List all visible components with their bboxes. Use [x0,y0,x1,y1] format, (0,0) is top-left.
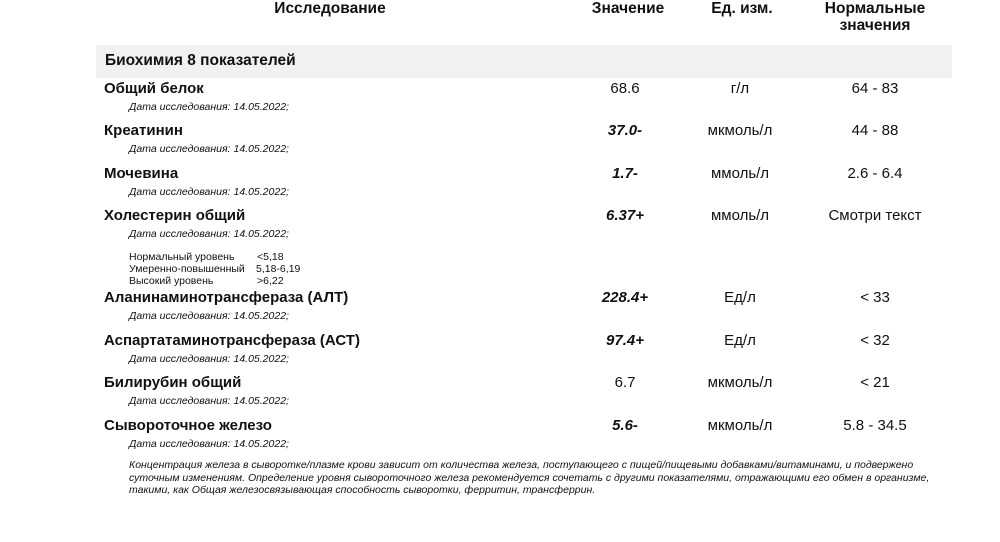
test-name: Сывороточное железо [104,417,272,434]
level-label: Умеренно-повышенный [129,263,245,275]
test-norm: 2.6 - 6.4 [847,165,903,182]
date-value: 14.05.2022; [233,395,289,407]
column-header-test: Исследование [274,0,386,17]
result-row [0,122,1000,162]
date-value: 14.05.2022; [233,438,289,450]
section-title: Биохимия 8 показателей [105,52,296,69]
date-value: 14.05.2022; [233,228,289,240]
level-range: 5,18-6,19 [256,263,301,275]
column-header-norm [800,0,950,34]
date-label: Дата исследования: [129,310,231,322]
test-date [129,186,289,198]
date-value: 14.05.2022; [233,353,289,365]
test-norm: 5.8 - 34.5 [843,417,907,434]
test-unit: ммоль/л [710,207,770,224]
result-row [0,374,1000,414]
date-value: 14.05.2022; [233,310,289,322]
test-name: Аспартатаминотрансфераза (АСТ) [104,332,360,349]
test-value: 68.6 [610,80,640,97]
test-name: Креатинин [104,122,183,139]
test-value: 6.7 [614,374,636,391]
result-row [0,417,1000,457]
column-header-norm-line1: Нормальные [824,0,926,17]
test-norm: < 21 [860,374,890,391]
level-range: <5,18 [257,251,284,263]
cholesterol-levels [129,251,300,287]
test-date [129,228,289,240]
test-unit: мкмоль/л [707,417,773,434]
test-value: 6.37+ [606,207,644,224]
column-header-value: Значение [591,0,665,17]
test-norm: < 33 [860,289,890,306]
cholesterol-level [129,251,300,263]
column-header-norm-line2: значения [839,17,911,34]
date-label: Дата исследования: [129,438,231,450]
level-range: >6,22 [257,275,284,287]
result-row [0,332,1000,372]
test-value: 5.6- [612,417,638,434]
result-row [0,207,1000,247]
test-name: Аланинаминотрансфераза (АЛТ) [104,289,349,306]
test-date [129,101,289,113]
test-norm: 44 - 88 [851,122,899,139]
test-date [129,395,289,407]
date-label: Дата исследования: [129,353,231,365]
test-unit: Ед/л [724,289,756,306]
date-label: Дата исследования: [129,395,231,407]
test-date [129,310,289,322]
date-value: 14.05.2022; [233,143,289,155]
test-date [129,438,289,450]
test-unit: мкмоль/л [707,374,773,391]
test-unit: ммоль/л [710,165,770,182]
test-value: 37.0- [607,122,643,139]
date-label: Дата исследования: [129,228,231,240]
test-unit: г/л [730,80,750,97]
test-value: 228.4+ [601,289,649,306]
date-label: Дата исследования: [129,143,231,155]
level-label: Высокий уровень [129,275,214,287]
result-row [0,80,1000,120]
result-row [0,165,1000,205]
section-header [96,45,952,78]
test-norm: < 32 [860,332,890,349]
result-row [0,289,1000,329]
date-label: Дата исследования: [129,101,231,113]
date-label: Дата исследования: [129,186,231,198]
cholesterol-level [129,263,300,275]
test-name: Холестерин общий [104,207,246,224]
level-label: Нормальный уровень [129,251,235,263]
test-date [129,143,289,155]
cholesterol-level [129,275,300,287]
test-norm: 64 - 83 [851,80,899,97]
test-date [129,353,289,365]
test-unit: Ед/л [724,332,756,349]
date-value: 14.05.2022; [233,101,289,113]
test-value: 1.7- [612,165,638,182]
test-unit: мкмоль/л [707,122,773,139]
test-name: Мочевина [104,165,179,182]
test-norm: Смотри текст [828,207,922,224]
test-name: Общий белок [104,80,204,97]
test-value: 97.4+ [606,332,644,349]
iron-note: Концентрация железа в сыворотке/плазме крови зависит от количества железа, поступающего с пищей/пищевыми добавками/витаминами, и подвержено суточным изменениям. Определение уровня сывороточного железа рекомендуется сочетать с другими показателями, отражающими его обмен в организме, такими, как Общая железосвязывающая способность сыворотки, ферритин, трансферрин. [129,459,930,496]
column-header-unit: Ед. изм. [711,0,773,17]
test-name: Билирубин общий [104,374,242,391]
date-value: 14.05.2022; [233,186,289,198]
